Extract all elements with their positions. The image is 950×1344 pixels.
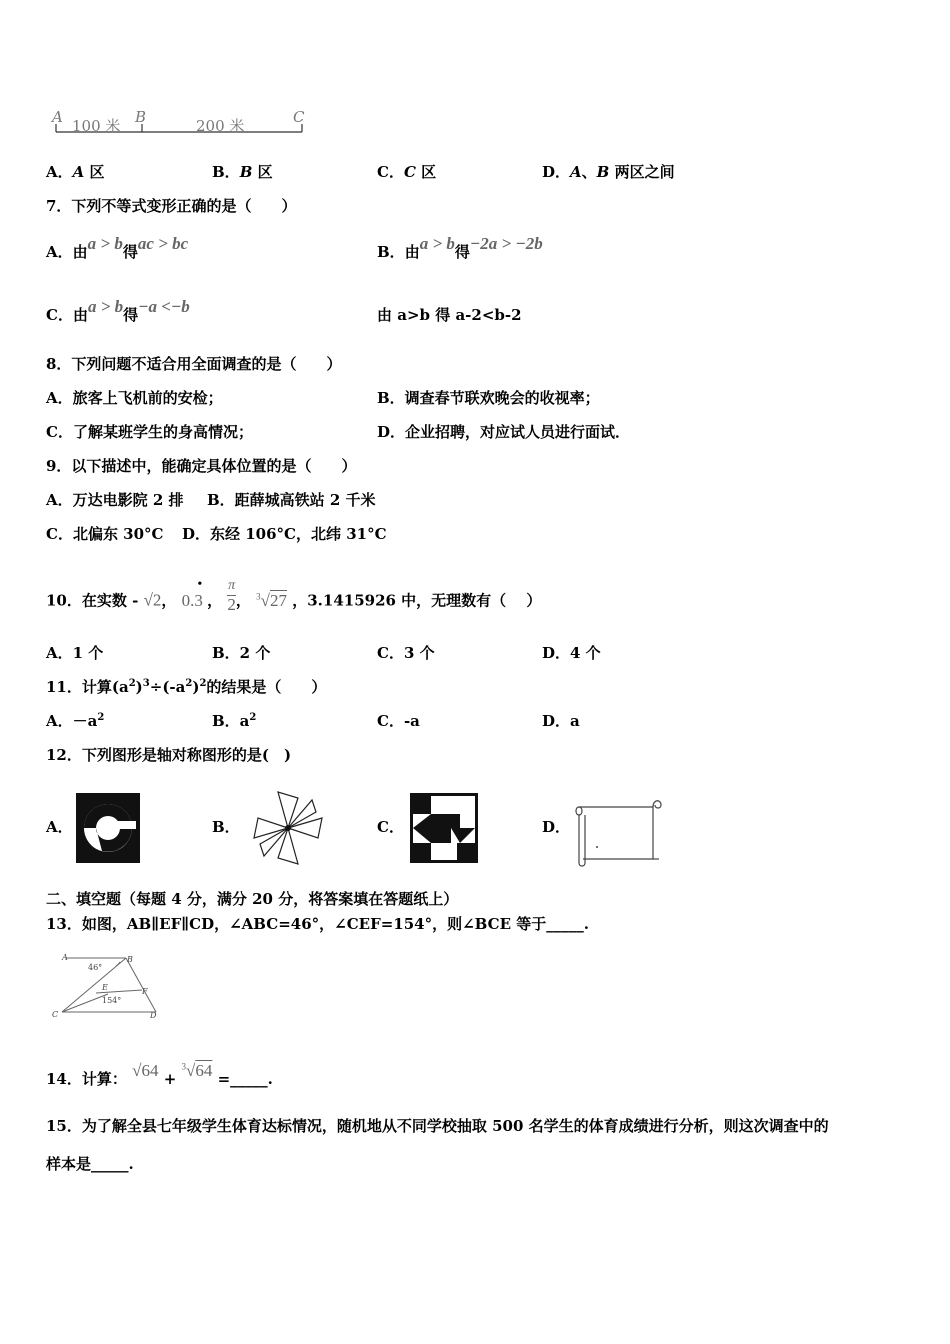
q9-option-c: C．北偏东 30°C (46, 525, 164, 543)
q9-stem: 9．以下描述中，能确定具体位置的是（ ） (46, 457, 357, 475)
q8-option-a: A．旅客上飞机前的安检； (46, 389, 223, 407)
q7-option-c: C．由a > b得−a <−b (46, 297, 190, 324)
q13-stem: 13．如图，AB∥EF∥CD，∠ABC=46°，∠CEF=154°，则∠BCE 等于_____. (46, 915, 589, 933)
fig-label-b: B (127, 955, 133, 964)
q8-option-b: B．调查春节联欢晚会的收视率； (377, 389, 600, 407)
q8-stem: 8．下列问题不适合用全面调查的是（ ） (46, 355, 342, 373)
cube-root-27: $^3$√27 (256, 590, 287, 610)
q12-option-b-label: B． (212, 818, 240, 836)
q11-option-c: C．-a (377, 712, 420, 730)
q6-option-c: C．C 区 (377, 163, 437, 181)
pi-over-2: π 2 (227, 578, 236, 614)
q7-option-d: 由 a>b 得 a-2<b-2 (377, 306, 522, 324)
q8-option-d: D．企业招聘，对应试人员进行面试． (377, 423, 631, 441)
q10-stem: 10．在实数 - √2， 0. • 3 ， π 2 ， $^3$√27 ，3.1415926 中，无理数有（ ） (46, 576, 542, 614)
cube-root-64: $^3$√64 (181, 1061, 213, 1080)
q12-figure-b (248, 788, 328, 868)
fig-label-d: D (150, 1011, 157, 1020)
q12-option-d-label: D． (542, 818, 571, 836)
point-b-label: B (135, 108, 147, 126)
q10-option-d: D．4 个 (542, 644, 601, 662)
q11-option-a: A．$-a^2$ (46, 712, 105, 730)
section-2-heading: 二、填空题（每题 4 分，满分 20 分，将答案填在答题纸上） (46, 890, 459, 908)
q7-option-a: A．由a > b得ac > bc (46, 234, 189, 261)
q6-option-b: B．B 区 (212, 163, 273, 181)
point-c-label: C (293, 108, 305, 126)
q11-option-d: D．a (542, 712, 580, 730)
fig-angle-154: 154° (102, 996, 122, 1005)
q7-option-b: B．由a > b得−2a > −2b (377, 234, 543, 261)
q8-option-c: C．了解某班学生的身高情况； (46, 423, 253, 441)
fig-label-a: A (62, 953, 68, 962)
q11-stem: 11．计算$(a^2)^3\div(-a^2)^2$的结果是（ ） (46, 678, 327, 696)
q9-option-a: A．万达电影院 2 排 (46, 491, 184, 509)
repeating-decimal: 0. • 3 (181, 576, 203, 610)
q12-option-c-label: C． (377, 818, 404, 836)
q15-stem-line2: 样本是_____. (46, 1155, 134, 1173)
q7-stem: 7．下列不等式变形正确的是（ ） (46, 197, 297, 215)
q6-option-a: A．A 区 (46, 163, 105, 181)
q9-option-d: D．东经 106°C，北纬 31°C (182, 525, 387, 543)
fig-label-c: C (52, 1010, 59, 1019)
q10-option-b: B．2 个 (212, 644, 271, 662)
q12-figure-c (410, 793, 478, 863)
q12-option-a-label: A． (46, 818, 73, 836)
q12-figure-a (76, 793, 140, 863)
fig-angle-46: 46° (88, 963, 103, 972)
fig-label-f: F (142, 987, 148, 996)
point-a-label: A (52, 108, 63, 126)
sqrt2-expr: √2 (143, 590, 162, 610)
q9-option-b: B．距薛城高铁站 2 千米 (207, 491, 376, 509)
distance-bc-label: 200 米 (196, 117, 245, 135)
fig-label-e: E (102, 983, 108, 992)
q12-stem: 12．下列图形是轴对称图形的是( ) (46, 746, 292, 764)
q13-figure (48, 950, 168, 1026)
sqrt64-expr: √64 (132, 1061, 159, 1080)
q14-stem: 14．计算： √64 + $^3$√64 =_____. (46, 1061, 273, 1088)
q15-stem-line1: 15．为了解全县七年级学生体育达标情况，随机地从不同学校抽取 500 名学生的体育成绩进行分析，则这次调查中的 (46, 1117, 829, 1135)
q10-option-a: A．1 个 (46, 644, 104, 662)
q12-figure-d (573, 793, 663, 865)
q11-option-b: B．$a^2$ (212, 712, 257, 730)
distance-ab-label: 100 米 (72, 117, 121, 135)
q10-option-c: C．3 个 (377, 644, 435, 662)
q6-option-d: D．A、B 两区之间 (542, 163, 675, 181)
